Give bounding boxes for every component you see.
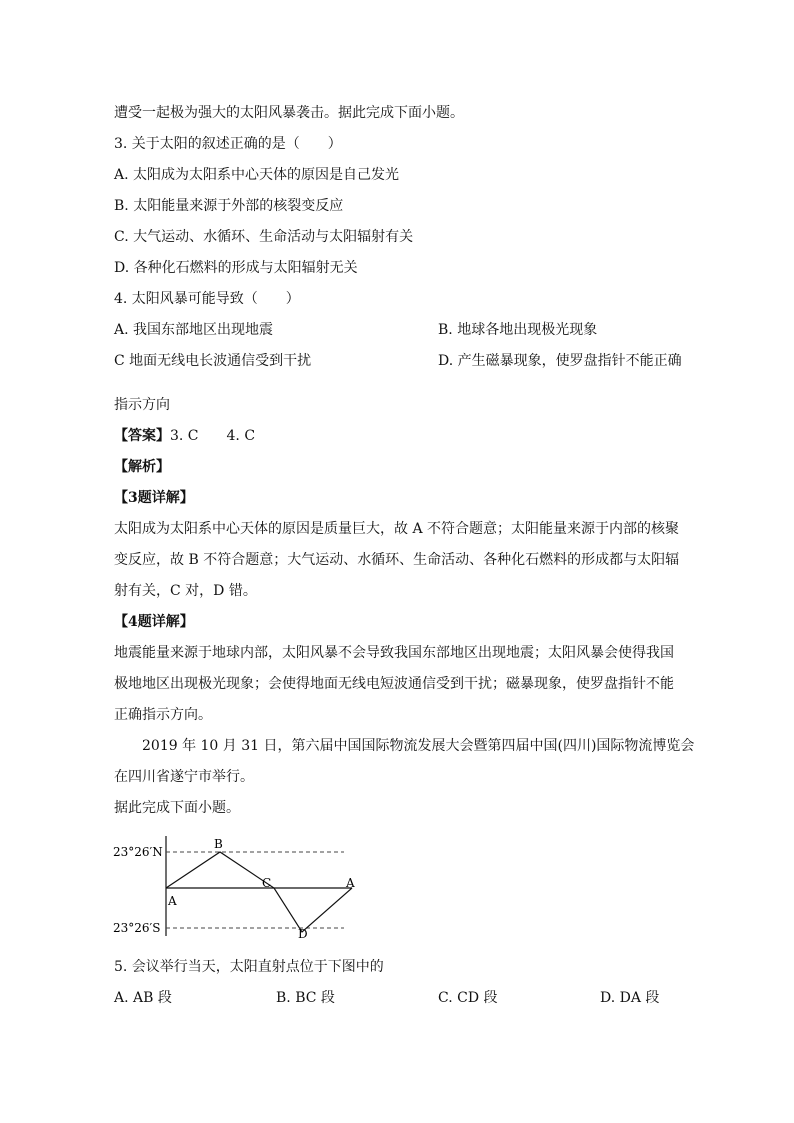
q3-option-b: B. 太阳能量来源于外部的核裂变反应 xyxy=(114,198,344,214)
point-a-left: A xyxy=(168,894,177,908)
q3-option-d: D. 各种化石燃料的形成与太阳辐射无关 xyxy=(114,260,358,276)
q3-detail-line-2: 变反应，故 B 不符合题意；大气运动、水循环、生命活动、各种化石燃料的形成都与太阳辐 xyxy=(114,552,680,568)
passage-line-3: 据此完成下面小题。 xyxy=(114,800,240,816)
point-c: C xyxy=(262,876,272,890)
q5-option-b: B. BC 段 xyxy=(276,990,335,1006)
q3-option-c: C. 大气运动、水循环、生命活动与太阳辐射有关 xyxy=(114,229,414,245)
q4-option-c: C 地面无线电长波通信受到干扰 xyxy=(114,353,312,369)
label-south: 23°26′S xyxy=(113,921,161,935)
analysis-label: 【解析】 xyxy=(114,459,170,475)
answer-line xyxy=(114,427,255,445)
q5-option-a: A. AB 段 xyxy=(114,990,172,1006)
q4-option-d: D. 产生磁暴现象，使罗盘指针不能正确 xyxy=(438,353,682,369)
point-b: B xyxy=(214,837,223,851)
passage-line-1: 2019 年 10 月 31 日，第六届中国国际物流发展大会暨第四届中国(四川)国际物流博览会 xyxy=(142,738,695,754)
q4-option-d-continued: 指示方向 xyxy=(114,397,170,413)
answer-label: 【答案】 xyxy=(114,428,170,444)
q4-detail-line-3: 正确指示方向。 xyxy=(114,707,212,723)
answer-text: 3. C 4. C xyxy=(170,428,256,444)
q3-detail-line-3: 射有关，C 对，D 错。 xyxy=(114,583,257,599)
point-d: D xyxy=(298,927,308,941)
q3-option-a: A. 太阳成为太阳系中心天体的原因是自己发光 xyxy=(114,167,400,183)
q4-detail-label: 【4题详解】 xyxy=(114,614,194,630)
sun-path-diagram xyxy=(108,832,368,944)
q5-option-d: D. DA 段 xyxy=(600,990,660,1006)
label-north: 23°26′N xyxy=(113,845,163,859)
q5-option-c: C. CD 段 xyxy=(438,990,498,1006)
passage-line-2: 在四川省遂宁市举行。 xyxy=(114,769,254,785)
q4-detail-line-1: 地震能量来源于地球内部，太阳风暴不会导致我国东部地区出现地震；太阳风暴会使得我国 xyxy=(114,645,674,661)
q4-stem: 4. 太阳风暴可能导致（ ） xyxy=(114,291,300,307)
q3-detail-label: 【3题详解】 xyxy=(114,490,194,506)
intro-text: 遭受一起极为强大的太阳风暴袭击。据此完成下面小题。 xyxy=(114,105,464,121)
q3-stem: 3. 关于太阳的叙述正确的是（ ） xyxy=(114,136,342,152)
q5-stem: 5. 会议举行当天，太阳直射点位于下图中的 xyxy=(114,959,384,975)
q4-detail-line-2: 极地地区出现极光现象；会使得地面无线电短波通信受到干扰；磁暴现象，使罗盘指针不能 xyxy=(114,676,674,692)
point-a-right: A xyxy=(346,876,355,890)
q4-option-b: B. 地球各地出现极光现象 xyxy=(438,322,598,338)
q3-detail-line-1: 太阳成为太阳系中心天体的原因是质量巨大，故 A 不符合题意；太阳能量来源于内部的核聚 xyxy=(114,521,680,537)
sun-path-line xyxy=(166,852,352,932)
q4-option-a: A. 我国东部地区出现地震 xyxy=(114,322,274,338)
